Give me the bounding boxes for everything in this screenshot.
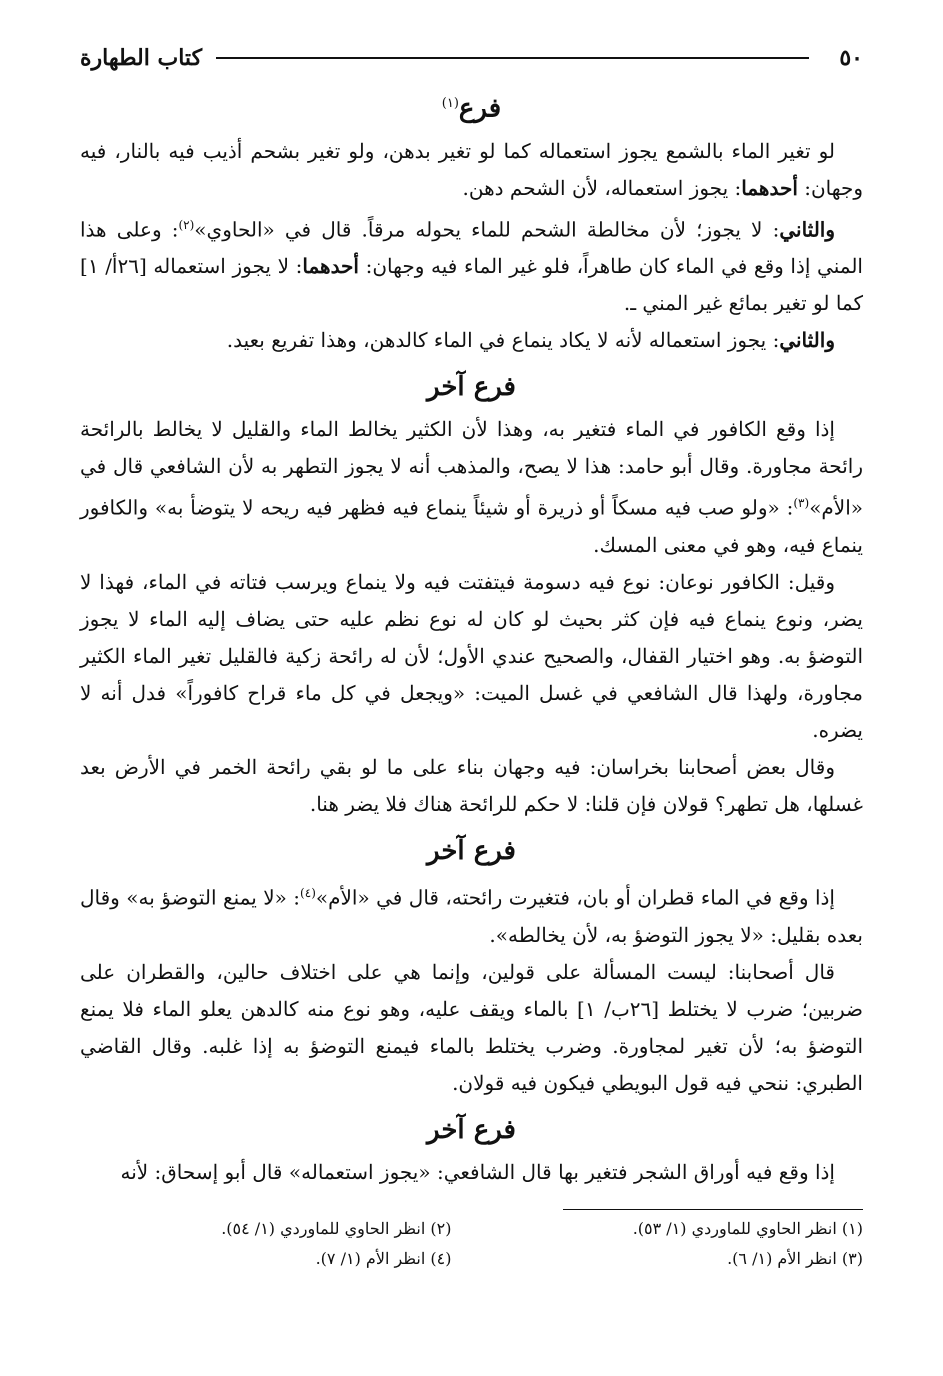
paragraph-text: : يجوز استعماله، لأن الشحم دهن. <box>462 175 742 200</box>
header-rule <box>216 57 809 59</box>
footnote-4: (٤) انظر الأم (١/ ٧). <box>315 1248 452 1268</box>
paragraph-text: : «ولو صب فيه مسكاً أو ذريرة أو شيئاً ينماع فيه فظهر فيه ريحه لا يتوضأ به» والكافور ينماع فيه، وهو في معنى المسك. <box>80 495 863 557</box>
paragraph <box>80 207 863 323</box>
footnote-marker: (٣) <box>793 496 810 511</box>
section-heading-text: فرع آخر <box>427 835 516 866</box>
paragraph-text: : لا يجوز؛ لأن مخالطة الشحم للماء يحوله مرقاً. قال في «الحاوي» <box>194 217 780 242</box>
paragraph-text: إذا وقع فيه أوراق الشجر فتغير بها قال الشافعي: «يجوز استعماله» قال أبو إسحاق: لأنه <box>120 1159 835 1184</box>
footnote-separator <box>563 1209 863 1210</box>
page-body <box>80 82 863 1191</box>
section-heading <box>80 82 863 131</box>
section-heading <box>80 829 863 873</box>
section-heading-text: فرع آخر <box>427 1114 516 1145</box>
footnote-2: (٢) انظر الحاوي للماوردي (١/ ٥٤). <box>221 1218 452 1238</box>
paragraph <box>80 1154 863 1191</box>
bold-term: والثاني <box>779 328 835 353</box>
section-heading-text: فرع آخر <box>427 372 516 403</box>
bold-term: أحدهما <box>302 254 359 279</box>
section-heading <box>80 365 863 409</box>
paragraph <box>80 564 863 749</box>
page-number: ٥٠ <box>839 45 863 71</box>
paragraph-text: إذا وقع في الماء قطران أو بان، فتغيرت رائحته، قال في «الأم» <box>315 885 835 910</box>
page-header <box>80 40 863 76</box>
footnotes <box>80 1216 863 1272</box>
book-title: كتاب الطهارة <box>80 45 203 71</box>
footnote-marker: (١) <box>441 96 459 111</box>
paragraph-text: وقال بعض أصحابنا بخراسان: فيه وجهان بناء على ما لو بقي رائحة الخمر في الأرض بعد غسلها، هل تطهر؟ قولان فإن قلنا: لا حكم للرائحة هناك فلا يضر هنا. <box>80 754 863 816</box>
paragraph <box>80 133 863 207</box>
section-heading-text: فرع <box>458 93 502 124</box>
bold-term: والثاني <box>779 217 836 242</box>
paragraph <box>80 954 863 1102</box>
paragraph-text: : لا يجوز استعماله [٢٦أ/ ١] كما لو تغير بمائع غير المني ـ. <box>80 254 863 316</box>
paragraph-text: إذا وقع الكافور في الماء فتغير به، وهذا لأن الكثير يخالط الماء والقليل لا يخالط بالرائحة رائحة مجاورة. وقال أبو حامد: هذا لا يصح، والمذهب أنه لا يجوز التطهر به لأن الشافعي قال في «الأم» <box>80 417 864 520</box>
section-heading <box>80 1108 863 1152</box>
bold-term: أحدهما <box>741 175 798 200</box>
paragraph <box>80 322 863 359</box>
footnote-marker: (٤) <box>300 885 316 900</box>
paragraph-text: لو تغير الماء بالشمع يجوز استعماله كما لو تغير بدهن، ولو تغير بشحم أذيب فيه بالنار، فيه وجهان: <box>80 138 863 200</box>
paragraph <box>80 749 863 823</box>
paragraph <box>80 875 863 954</box>
paragraph-text: : يجوز استعماله لأنه لا يكاد ينماع في الماء كالدهن، وهذا تفريع بعيد. <box>226 328 780 353</box>
paragraph-text: وقيل: الكافور نوعان: نوع فيه دسومة فيتفتت فيه ولا ينماع ويرسب فتاته في الماء، فهذا لا يضر، ونوع ينماع فيه فإن كثر بحيث لو كان له نوع نظم عليه حتى يضاف إليه الماء لا يجوز التوضؤ به. وهو اختيار القفال، والصحيح عندي الأول؛ لأن له رائحة زكية فالقليل تغير الماء الكثير مجاورة، ولهذا قال الشافعي في غسل الميت: «ويجعل في كل ماء قراح كافوراً» فدل أنه لا يضره. <box>80 569 863 742</box>
footnote-1: (١) انظر الحاوي للماوردي (١/ ٥٣). <box>632 1218 863 1238</box>
book-page <box>80 40 863 1360</box>
paragraph-text: : «لا يمنع التوضؤ به» وقال بعده بقليل: «لا يجوز التوضؤ به، لأن يخالطه». <box>80 885 863 947</box>
footnote-marker: (٢) <box>178 217 195 232</box>
paragraph-text: قال أصحابنا: ليست المسألة على قولين، وإنما هي على اختلاف حالين، والقطران على ضربين؛ ضرب لا يختلط [٢٦ب/ ١] بالماء ويقف عليه، وهو نوع منه كالدهن يعلو الماء فلا يمنع التوضؤ به؛ لأن تغير لمجاورة. وضرب يختلط بالماء فيمنع التوضؤ به إذا غلبه. وقال القاضي الطبري: ننحي فيه قول البويطي فيكون فيه قولان. <box>80 959 863 1095</box>
paragraph <box>80 411 863 564</box>
paragraph-text: : وعلى هذا المني إذا وقع في الماء كان طاهراً، فلو غير الماء فيه وجهان: <box>80 217 863 279</box>
footnote-3: (٣) انظر الأم (١/ ٦). <box>727 1248 863 1268</box>
